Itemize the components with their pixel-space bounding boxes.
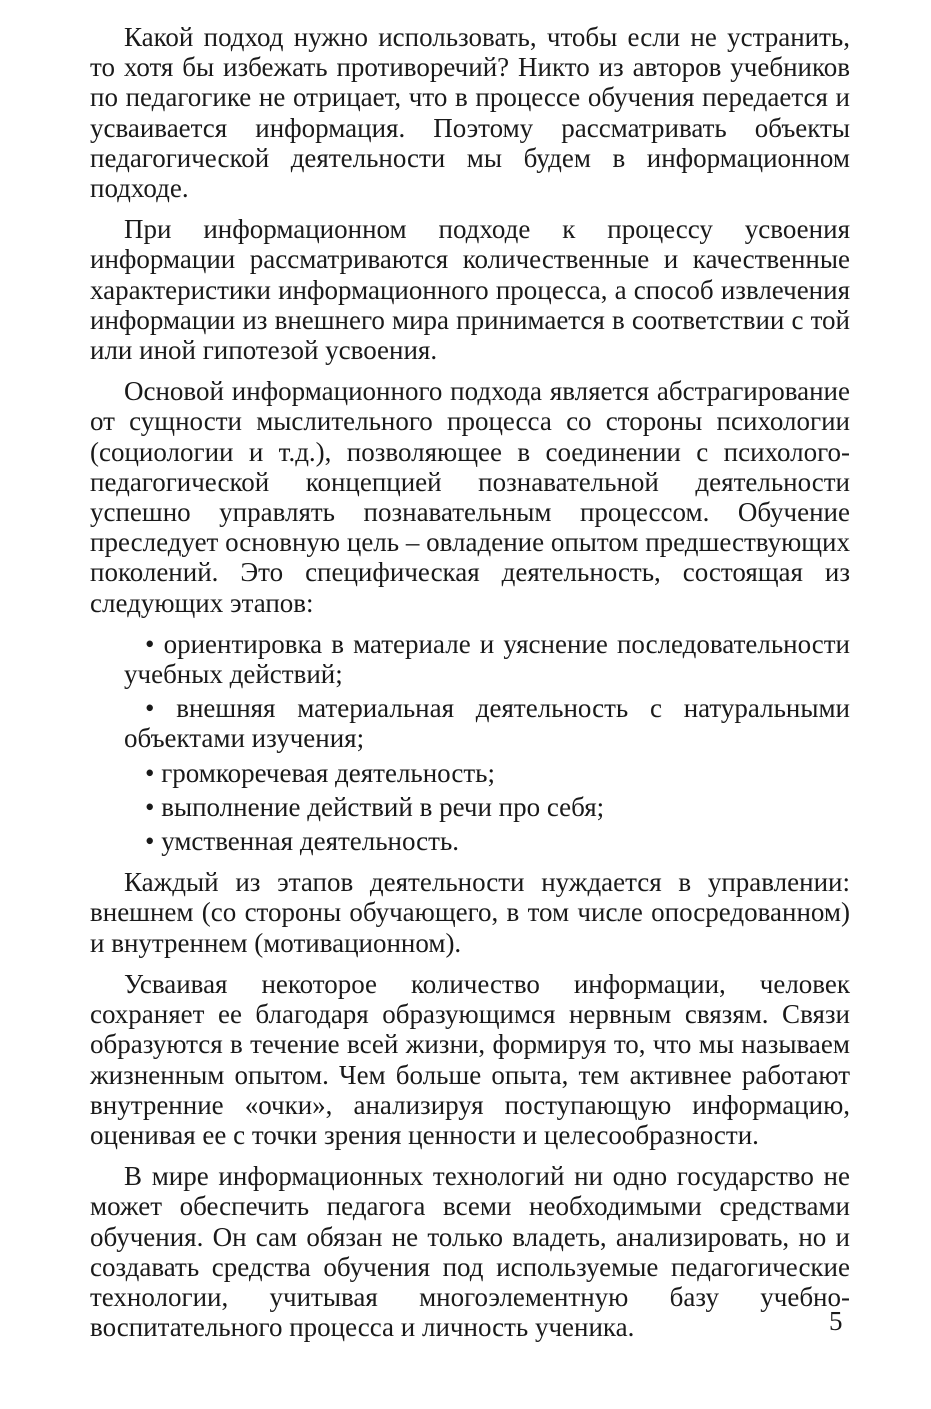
- list-item-text: выполнение действий в речи про себя;: [161, 791, 605, 822]
- paragraph: Какой подход нужно использовать, чтобы если не устранить, то хотя бы избежать противоречий? Никто из авторов учебников по педагогике не отрицает, что в процессе обучения передается и усваивается информация. Поэтому рассматривать объекты педагогической деятельности мы будем в информационном подходе.: [90, 22, 850, 204]
- list-item-text: внешняя материальная деятельность с натуральными объектами изучения;: [124, 693, 851, 754]
- paragraph: Каждый из этапов деятельности нуждается в управлении: внешнем (со стороны обучающего, в том числе опосредованном) и внутреннем (мотивационном).: [90, 867, 850, 958]
- list-item: [90, 792, 850, 822]
- paragraph: Усваивая некоторое количество информации, человек сохраняет ее благодаря образующимся нервным связям. Связи образуются в течение всей жизни, формируя то, что мы называем жизненным опытом. Чем больше опыта, тем активнее работают внутренние «очки», анализируя поступающую информацию, оценивая ее с точки зрения ценности и целесообразности.: [90, 968, 850, 1150]
- bullet-marker: •: [145, 757, 155, 788]
- paragraph: Основой информационного подхода является абстрагирование от сущности мыслительного процесса со стороны психологии (социологии и т.д.), позволяющее в соединении с психолого-педагогической концепцией познавательной деятельности успешно управлять познавательным процессом. Обучение преследует основную цель – овладение опытом предшествующих поколений. Это специфическая деятельность, состоящая из следующих этапов:: [90, 376, 850, 618]
- list-item-text: ориентировка в материале и уяснение последовательности учебных действий;: [124, 628, 851, 690]
- bullet-marker: •: [145, 628, 155, 659]
- list-item: [90, 629, 850, 689]
- paragraph: В мире информационных технологий ни одно государство не может обеспечить педагога всеми необходимыми средствами обучения. Он сам обязан не только владеть, анализировать, но и создавать средства обучения под используемые педагогические технологии, учитывая многоэлементную базу учебно-воспитательного процесса и личность ученика.: [90, 1161, 850, 1343]
- paragraph: При информационном подходе к процессу усвоения информации рассматриваются количественные и качественные характеристики информационного процесса, а способ извлечения информации из внешнего мира принимается в соответствии с той или иной гипотезой усвоения.: [90, 214, 850, 366]
- page-body: [90, 22, 850, 1353]
- stage-list: [90, 629, 850, 856]
- list-item-text: громкоречевая деятельность;: [161, 757, 495, 788]
- list-item: [90, 826, 850, 856]
- bullet-marker: •: [145, 693, 155, 724]
- list-item: [90, 693, 850, 753]
- page-number: 5: [829, 1306, 843, 1336]
- bullet-marker: •: [145, 791, 155, 822]
- list-item: [90, 758, 850, 788]
- bullet-marker: •: [145, 826, 155, 857]
- list-item-text: умственная деятельность.: [161, 826, 460, 857]
